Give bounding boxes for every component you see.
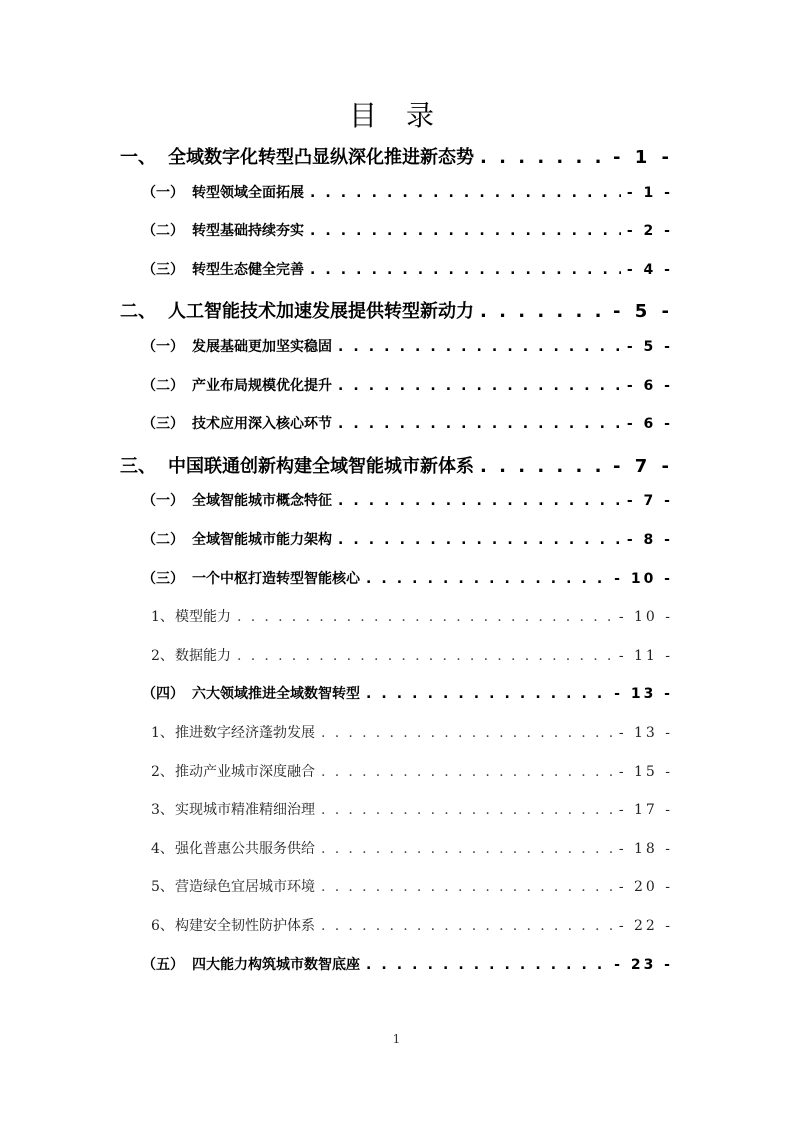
entry-page-number: - 5 - [613,301,673,323]
entry-label: 四大能力构筑城市数智底座 [192,956,360,973]
dot-leader [366,957,608,973]
entry-number: 4、 [151,840,174,857]
entry-number: （一） [142,493,184,510]
dot-leader [480,456,607,477]
entry-page-number: - 6 - [626,416,673,433]
entry-number: （二） [142,377,184,394]
toc-section-entry[interactable] [142,683,673,703]
dot-leader [310,223,621,239]
entry-label: 全域数字化转型凸显纵深化推进新态势 [168,147,474,168]
entry-label: 产业布局规模优化提升 [192,377,332,394]
page-number: 1 [392,1032,401,1046]
entry-number: 一、 [120,147,156,168]
dot-leader [480,147,607,168]
dot-leader [321,918,613,934]
entry-page-number: - 15 - [618,763,673,780]
toc-section-entry[interactable] [142,529,673,549]
entry-label: 数据能力 [175,647,231,664]
entry-page-number: - 1 - [613,147,673,168]
dot-leader [321,764,613,780]
toc-section-entry[interactable] [142,375,673,395]
toc-section-entry[interactable] [142,954,673,974]
entry-page-number: - 5 - [626,339,673,355]
toc-title: 目 录 [349,99,444,132]
entry-page-number: - 7 - [613,455,673,477]
entry-number: （五） [142,956,184,973]
entry-label: 技术应用深入核心环节 [192,416,332,433]
toc-section-entry[interactable] [142,413,673,433]
entry-number: 二、 [120,301,156,323]
toc-chapter-entry[interactable] [120,297,673,323]
entry-number: （一） [142,339,184,355]
entry-page-number: - 1 - [626,184,673,201]
entry-label: 推进数字经济蓬勃发展 [175,725,315,741]
entry-page-number: - 17 - [618,802,673,819]
entry-label: 模型能力 [175,609,231,626]
entry-number: （三） [142,570,184,587]
dot-leader [366,686,608,702]
entry-number: （一） [142,184,184,201]
entry-page-number: - 8 - [626,532,673,548]
entry-page-number: - 13 - [614,686,673,703]
dot-leader [321,802,613,818]
entry-page-number: - 2 - [626,223,673,240]
dot-leader [338,378,621,394]
dot-leader [338,416,621,432]
entry-number: （三） [142,261,184,278]
toc-section-entry[interactable] [142,568,673,588]
toc-subsection-entry[interactable] [151,838,673,858]
toc-subsection-entry[interactable] [151,761,673,781]
entry-page-number: - 20 - [618,879,673,896]
entry-number: （二） [142,532,184,548]
dot-leader [237,609,613,625]
toc-subsection-entry[interactable] [151,799,673,819]
dot-leader [480,301,607,322]
entry-label: 转型基础持续夯实 [192,223,304,240]
dot-leader [366,571,608,587]
entry-label: 人工智能技术加速发展提供转型新动力 [168,301,474,323]
entry-page-number: - 10 - [618,609,673,626]
toc-section-entry[interactable] [142,182,673,202]
dot-leader [310,185,621,201]
entry-number: （三） [142,416,184,433]
toc-section-entry[interactable] [142,220,673,240]
entry-number: 3、 [151,802,174,819]
dot-leader [321,841,613,857]
entry-label: 营造绿色宜居城市环境 [175,879,315,896]
dot-leader [338,532,621,548]
entry-number: 6、 [151,918,174,934]
entry-page-number: - 4 - [626,261,673,278]
toc-chapter-entry[interactable] [120,143,673,169]
toc-subsection-entry[interactable] [151,876,673,896]
toc-subsection-entry[interactable] [151,606,673,626]
entry-number: 1、 [151,725,174,741]
toc-subsection-entry[interactable] [151,915,673,935]
entry-number: （二） [142,223,184,240]
dot-leader [338,339,621,355]
entry-label: 转型生态健全完善 [192,261,304,278]
toc-section-entry[interactable] [142,490,673,510]
entry-label: 全域智能城市能力架构 [192,532,332,548]
dot-leader [310,262,621,278]
entry-page-number: - 23 - [614,956,673,973]
entry-number: 5、 [151,879,174,896]
entry-number: 1、 [151,609,174,626]
entry-page-number: - 13 - [618,725,673,741]
dot-leader [237,648,613,664]
dot-leader [321,725,613,741]
toc-section-entry[interactable] [142,336,673,356]
entry-number: 2、 [151,763,174,780]
dot-leader [338,493,621,509]
entry-number: 2、 [151,647,174,664]
toc-section-entry[interactable] [142,259,673,279]
entry-page-number: - 18 - [618,840,673,857]
entry-label: 全域智能城市概念特征 [192,493,332,510]
dot-leader [321,879,613,895]
entry-number: 三、 [120,455,156,477]
entry-label: 构建安全韧性防护体系 [175,918,315,934]
entry-label: 推动产业城市深度融合 [175,763,315,780]
toc-subsection-entry[interactable] [151,722,673,742]
entry-page-number: - 6 - [626,377,673,394]
entry-number: （四） [142,686,184,703]
entry-label: 转型领域全面拓展 [192,184,304,201]
entry-label: 一个中枢打造转型智能核心 [192,570,360,587]
entry-page-number: - 22 - [618,918,673,934]
entry-page-number: - 10 - [614,570,673,587]
entry-label: 六大领域推进全域数智转型 [192,686,360,703]
entry-label: 中国联通创新构建全域智能城市新体系 [168,455,474,477]
entry-page-number: - 11 - [618,647,673,664]
toc-chapter-entry[interactable] [120,452,673,478]
entry-page-number: - 7 - [626,493,673,510]
entry-label: 发展基础更加坚实稳固 [192,339,332,355]
toc-subsection-entry[interactable] [151,645,673,665]
entry-label: 实现城市精准精细治理 [175,802,315,819]
entry-label: 强化普惠公共服务供给 [175,840,315,857]
